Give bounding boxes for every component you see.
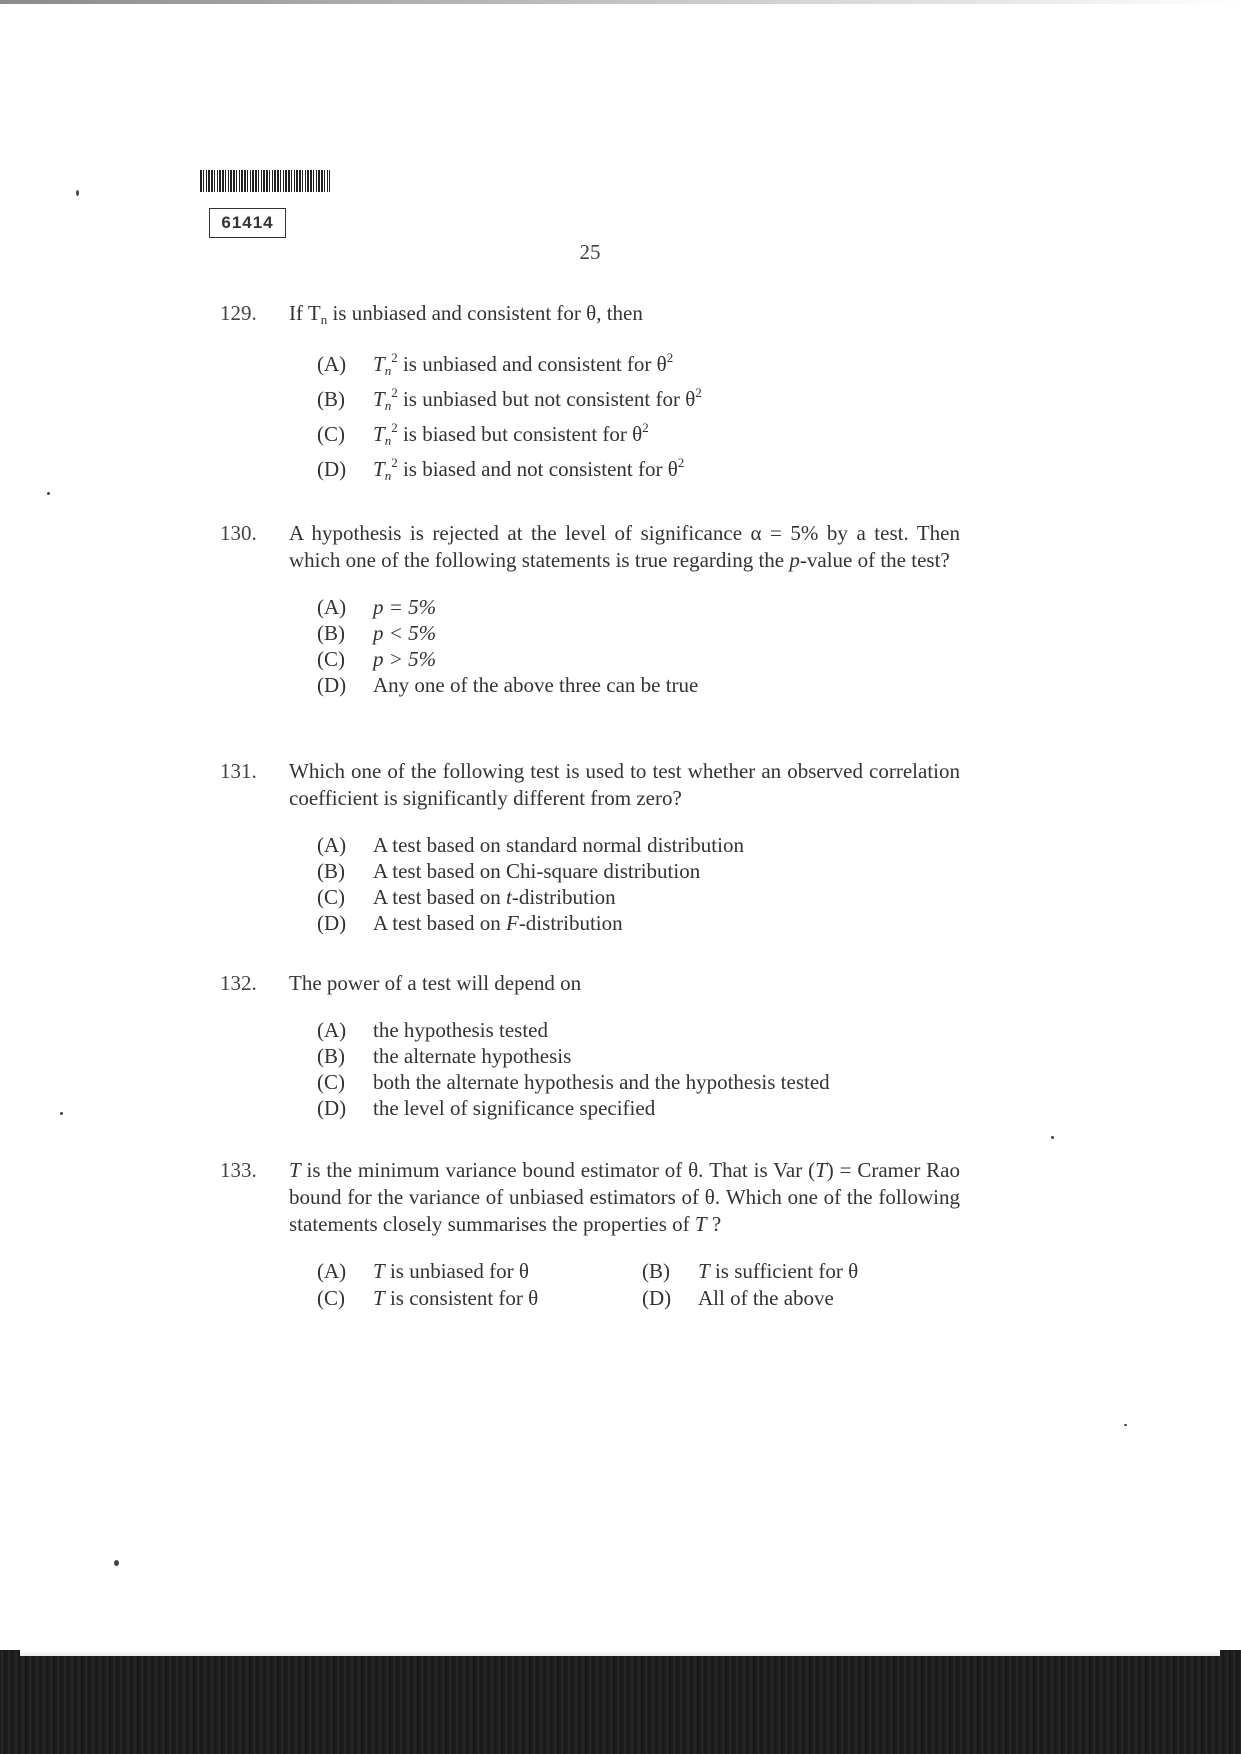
exam-code-box (209, 208, 286, 238)
option-b: (B) the alternate hypothesis (317, 1044, 572, 1068)
option-c: (C) T is consistent for θ (317, 1286, 539, 1310)
scan-top-edge (0, 0, 1241, 4)
exam-code: 61414 (221, 213, 274, 232)
option-c: (C) p > 5% (317, 647, 437, 671)
option-c: (C) both the alternate hypothesis and the hypothesis tested (317, 1070, 830, 1094)
option-d: (D) $T_n^2$ is biased and not consistent for $\theta^2$ (317, 455, 685, 483)
option-a: (A) the hypothesis tested (317, 1018, 548, 1042)
option-b: (B) A test based on Chi-square distribution (317, 859, 701, 883)
options (317, 1017, 960, 1121)
options (317, 1258, 960, 1312)
option-b: (B) T is sufficient for θ (642, 1259, 859, 1283)
question-133 (220, 1157, 960, 1312)
question-stem: A hypothesis is rejected at the level of significance α = 5% by a test. Then which one of the following statements is true regarding the p-value of the test? (289, 521, 960, 572)
scan-speck (60, 1112, 63, 1115)
scan-speck (114, 1560, 119, 1566)
question-number: 133. (220, 1158, 257, 1182)
question-number: 132. (220, 971, 257, 995)
option-c: (C) $T_n^2$ is biased but consistent for $\theta^2$ (317, 420, 649, 448)
question-131 (220, 758, 960, 936)
question-stem: T is the minimum variance bound estimator of θ. That is Var (T) = Cramer Rao bound for the variance of unbiased estimators of θ. Which one of the following statements closely summarises the properties of T ? (289, 1158, 960, 1236)
question-number: 131. (220, 759, 257, 783)
scan-speck (47, 492, 50, 495)
question-stem: If $T_n$ is unbiased and consistent for θ, then (289, 301, 643, 327)
scan-speck (76, 190, 79, 196)
scan-speck (1124, 1424, 1127, 1426)
question-stem: Which one of the following test is used to test whether an observed correlation coefficient is significantly different from zero? (289, 759, 960, 810)
question-129 (220, 300, 960, 487)
option-a: (A) A test based on standard normal distribution (317, 833, 744, 857)
option-c: (C) A test based on t-distribution (317, 885, 616, 909)
barcode (200, 170, 330, 192)
options (317, 832, 960, 936)
option-a: (A) T is unbiased for θ (317, 1259, 529, 1283)
question-number: 130. (220, 521, 257, 545)
options (317, 594, 960, 698)
question-stem: The power of a test will depend on (289, 971, 582, 995)
page-number: 25 (579, 240, 601, 264)
option-a: (A) $T_n^2$ is unbiased and consistent for $\theta^2$ (317, 350, 674, 378)
option-b: (B) $T_n^2$ is unbiased but not consistent for $\theta^2$ (317, 385, 702, 413)
option-a: (A) p = 5% (317, 595, 437, 619)
option-b: (B) p < 5% (317, 621, 437, 645)
option-d: (D) the level of significance specified (317, 1096, 656, 1120)
option-d: (D) A test based on F-distribution (317, 911, 623, 935)
options (317, 347, 960, 487)
scan-speck (1051, 1136, 1054, 1139)
question-number: 129. (220, 301, 257, 325)
scan-bottom-shadow (0, 1650, 1241, 1754)
question-132 (220, 970, 960, 1121)
option-d: (D) All of the above (642, 1286, 834, 1310)
option-d: (D) Any one of the above three can be true (317, 673, 699, 697)
question-130 (220, 520, 960, 698)
scan-page-edge (20, 1650, 1220, 1656)
